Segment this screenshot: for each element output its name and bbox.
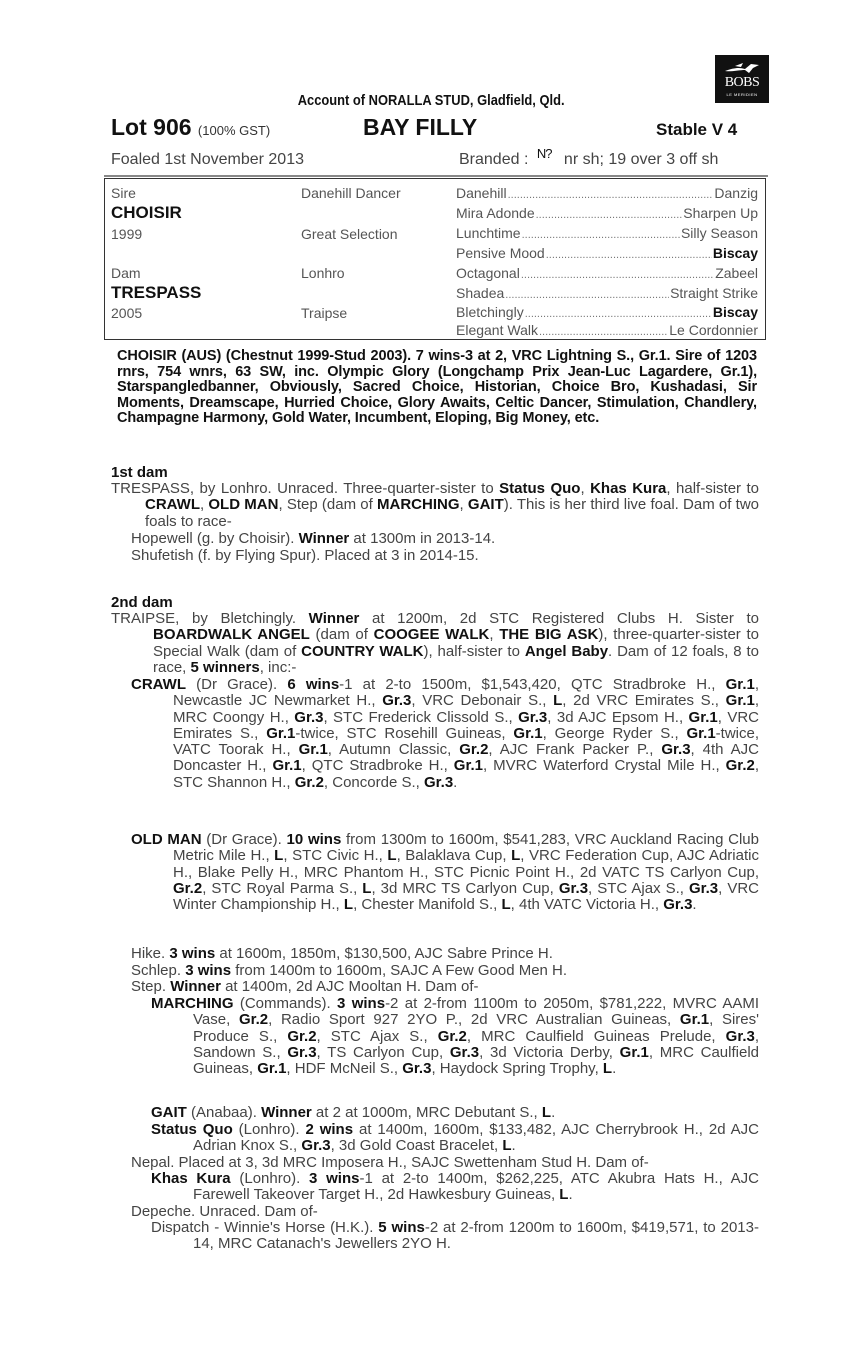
sire-label: Sire [111,185,136,201]
gen3-row [456,322,758,338]
gen3-row [456,265,758,281]
text: -1 at 2-to 1400m, $262,225, ATC Akubra Hats H., AJC Farewell Takeover Target H., 2d Hawkesbury Guineas, [193,1170,760,1204]
bold-text: Status Quo [499,480,581,497]
text: , 2d VRC Emirates S., [562,692,726,710]
text: , STC Royal Parma S., [202,879,363,897]
ancestor: Octagonal [456,265,520,281]
text: , Sandown S., [193,1027,760,1061]
bold-text: Gr.1 [513,724,543,742]
ancestor: Pensive Mood [456,245,545,261]
leader-dots [525,304,712,320]
bold-text: 5 winners [190,658,260,676]
bold-text: Gr.3 [518,708,548,726]
progeny-depeche [131,1204,318,1220]
bold-text: L [502,1137,512,1155]
text: , Chester Manifold S., [353,896,502,914]
gen3-row [456,185,758,201]
bold-text: Gr.3 [402,1060,432,1078]
first-dam-text [111,481,759,530]
grand-progeny-marching [151,996,759,1077]
bold-text: OLD MAN [208,496,279,514]
text: , Newcastle JC Newmarket H., [173,676,759,710]
bold-text: Gr.1 [257,1060,287,1078]
text: , VRC Debonair S., [411,692,554,710]
leader-dots [522,225,680,241]
bold-text: Gr.3 [688,879,719,897]
ancestor-sire: Silly Season [680,225,758,241]
bold-text: Gr.1 [725,692,755,710]
bold-text: Gr.3 [294,708,324,726]
bold-text: Gr.3 [382,692,412,710]
leader-dots [508,185,714,201]
text: TRAIPSE, by Bletchingly. [111,610,309,627]
text: Hopewell (g. by Choisir). [131,530,299,547]
bold-text: 3 wins [185,962,232,979]
bold-text: 6 wins [287,676,340,693]
text: , [200,496,209,514]
bold-text: Winner [298,530,350,547]
leader-dots [546,245,712,261]
ancestor: Bletchingly [456,304,524,320]
bold-text: GAIT [467,496,504,514]
bold-text: L [511,847,521,865]
bold-text: Gr.1 [298,741,328,759]
text: at 1400m, 2d AJC Mooltan H. Dam of- [220,978,479,995]
text: from 1400m to 1600m, SAJC A Few Good Men H. [231,962,568,979]
text: (Dr Grace). [201,831,287,848]
bold-text: Gr.1 [272,757,302,775]
header-divider [104,175,768,177]
text: , MRC Caulfield Guineas Prelude, [466,1027,726,1045]
text: Dispatch - Winnie's Horse (H.K.). [151,1219,379,1236]
text: Shufetish (f. by Flying Spur). Placed at 3 in 2014-15. [131,547,479,564]
text: , Concorde S., [323,773,424,791]
text: , TS Carlyon Cup, [316,1043,450,1061]
text: , 3d Gold Coast Bracelet, [330,1137,503,1155]
bold-text: Angel Baby [524,642,609,660]
text: . [511,1137,516,1155]
bold-text: Status Quo [151,1121,233,1138]
gen3-row [456,245,758,261]
text: ). This is her third live foal. Dam of two foals to race- [145,496,759,530]
ancestor: Elegant Walk [456,322,538,338]
bold-text: COUNTRY WALK [301,642,424,660]
text: at 1300m in 2013-14. [349,530,496,547]
text: . Dam of 12 foals, 8 to race, [153,642,760,676]
text: , Autumn Classic, [327,741,460,759]
bold-text: L [387,847,397,865]
sire-summary: CHOISIR (AUS) (Chestnut 1999-Stud 2003). 7 wins-3 at 2, VRC Lightning S., Gr.1. Sire of 1203 rnrs, 754 wnrs, 63 SW, inc. Olympic Glory (Longchamp Prix Jean-Luc Lagardere, Gr.1), Starspangledbanner, Obviously, Sacred Choice, Historian, Choice Bro, Kushadasi, Sir Moments, Dreamscape, Hurried Choice, Glory Awaits, Celtic Dancer, Stimulation, Chandlery, Champagne Harmony, Gold Water, Incumbent, Eloping, Big Money, etc. [117,348,757,426]
gen3-row [456,225,758,241]
text: , Radio Sport 927 2YO P., 2d VRC Australian Guineas, [268,1011,680,1029]
bold-text: Gr.2 [725,757,755,775]
text: (Commands). [233,995,338,1012]
bold-text: THE BIG ASK [499,626,599,644]
bold-text: L [274,847,284,865]
bold-text: Gr.2 [287,1027,317,1045]
bold-text: Gr.3 [663,896,693,914]
leader-dots [521,265,714,281]
bold-text: 10 wins [286,831,342,848]
dam-sire: Lonhro [301,265,345,281]
dam-year: 2005 [111,305,143,321]
bold-text: Gr.3 [423,773,454,791]
text: Schlep. [131,962,186,979]
bird-emblem-icon [723,61,761,75]
ancestor: Shadea [456,285,505,301]
grand-progeny-dispatch [151,1220,759,1253]
ancestor: Mira Adonde [456,205,535,221]
text: -2 at 2-from 1100m to 2050m, $781,222, MVRC AAMI Vase, [193,995,759,1029]
bold-text: GAIT [151,1104,187,1121]
bold-text: Gr.1 [688,708,718,726]
bold-text: L [501,896,511,914]
lot-number [111,114,270,141]
bold-text: Gr.3 [725,1027,755,1045]
text: , 3d AJC Epsom H., [547,708,689,726]
sire-dam: Great Selection [301,226,398,242]
ancestor: Lunchtime [456,225,521,241]
second-dam-heading: 2nd dam [111,594,173,611]
progeny-old-man [131,832,759,913]
bold-text: CRAWL [131,676,186,693]
logo-subtitle: LE MERIDIEN [726,92,758,97]
bold-text: Winner [261,1104,312,1121]
text: , [459,496,468,514]
bold-text: L [559,1186,569,1204]
ancestor-sire: Zabeel [715,265,758,281]
text: , STC Ajax S., [316,1027,438,1045]
progeny-crawl [131,677,759,791]
text: , VRC Winter Championship H., [173,879,759,914]
gst-note: (100% GST) [197,123,271,138]
second-dam-text [111,611,759,676]
pedigree-table [104,178,766,340]
text: , [580,480,591,497]
text: at 1400m, 1600m, $133,482, AJC Cherrybrook H., 2d AJC Adrian Knox S., [193,1121,759,1155]
leader-dots [536,205,683,221]
ancestor-sire: Straight Strike [670,285,758,301]
bold-text: Khas Kura [590,480,667,497]
text: (dam of [309,626,374,644]
bold-text: Gr.2 [173,879,203,897]
bold-text: 3 wins [169,945,216,962]
text: , 4th AJC Doncaster H., [173,741,759,775]
leader-dots [505,285,669,301]
bold-text: Gr.3 [301,1137,331,1155]
text: (Anabaa). [186,1104,262,1121]
sire-sire: Danehill Dancer [301,185,401,201]
text: Hike. [131,945,170,962]
text: from 1300m to 1600m, $541,283, VRC Auckland Racing Club Metric Mile H., [173,831,759,865]
text: . [568,1186,573,1204]
branded-label: Branded : [459,151,529,168]
bold-text: Gr.2 [238,1011,269,1029]
ancestor-sire: Le Cordonnier [669,322,758,338]
text: . [453,773,458,791]
ancestor-sire: Biscay [712,245,758,261]
text: (Lonhro). [232,1121,306,1138]
bold-text: Gr.1 [725,676,755,693]
bold-text: Gr.1 [266,724,296,742]
first-dam-heading: 1st dam [111,464,168,481]
text: , 3d Victoria Derby, [479,1043,620,1061]
bold-text: BOARDWALK ANGEL [153,626,310,644]
text: -1 at 2-to 1500m, $1,543,420, QTC Stradbroke H., [339,676,726,693]
lot-label: Lot 906 [111,114,192,140]
text: ), half-sister to [423,642,525,660]
grand-progeny-status-quo [151,1122,759,1155]
text: , half-sister to [666,480,759,497]
bold-text: L [541,1104,552,1121]
text: , QTC Stradbroke H., [301,757,454,775]
bold-text: CRAWL [145,496,200,514]
gen3-row [456,285,758,301]
bold-text: Gr.2 [437,1027,467,1045]
horse-description: BAY FILLY [363,114,478,140]
bold-text: MARCHING [377,496,460,514]
foal-hopewell [131,531,495,547]
text: (Dr Grace). [186,676,288,693]
bold-text: MARCHING [151,995,234,1012]
text: . [551,1104,556,1121]
text: at 1600m, 1850m, $130,500, AJC Sabre Prince H. [215,945,553,962]
leader-dots [539,322,668,338]
brand-mark-icon: N? [536,146,552,161]
bold-text: L [362,879,372,897]
bold-text: Gr.1 [453,757,483,775]
brand-info [459,146,719,169]
text: , MVRC Waterford Crystal Mile H., [482,757,726,775]
text: , VRC Federation Cup, AJC Adriatic H., Blake Pelly H., MRC Phantom H., STC Picnic Point H., 2d VATC TS Carlyon Cup, [173,847,759,881]
bold-text: 5 wins [378,1219,425,1236]
text: , STC Shannon H., [173,757,759,791]
text: , HDF McNeil S., [286,1060,403,1078]
bold-text: Gr.1 [679,1011,710,1029]
text: at 2 at 1000m, MRC Debutant S., [311,1104,542,1121]
bold-text: COOGEE WALK [373,626,490,644]
foaling-date: Foaled 1st November 2013 [111,151,304,168]
gen3-row [456,304,758,320]
text: . [612,1060,617,1078]
ancestor-sire: Danzig [714,185,758,201]
text: TRESPASS, by Lonhro. Unraced. Three-quarter-sister to [111,480,500,497]
bold-text: L [602,1060,613,1078]
text: Nepal. Placed at 3, 3d MRC Imposera H., SAJC Swettenham Stud H. Dam of- [131,1154,649,1171]
bold-text: OLD MAN [131,831,202,848]
bold-text: Khas Kura [151,1170,231,1187]
text: , MRC Caulfield Guineas, [193,1043,759,1078]
progeny-hike [131,946,553,962]
text: , STC Frederick Clissold S., [323,708,519,726]
bold-text: 2 wins [305,1121,354,1138]
progeny-schlep [131,963,567,979]
text: , [489,626,500,644]
text: , George Ryder S., [542,724,687,742]
text: , Sires' Produce S., [193,1011,760,1045]
text: at 1200m, 2d STC Registered Clubs H. Sister to [359,610,759,627]
grand-progeny-khas-kura [151,1171,759,1204]
bold-text: Gr.1 [686,724,716,742]
text: , 4th VATC Victoria H., [510,896,664,914]
sire-year: 1999 [111,226,143,242]
bold-text: Gr.3 [661,741,691,759]
text: Step. [131,978,171,995]
text: (Lonhro). [230,1170,310,1187]
sire-name: CHOISIR [111,203,182,222]
ancestor-sire: Sharpen Up [683,205,758,221]
text: . [692,896,697,914]
text: , Step (dam of [278,496,378,514]
ancestor-sire: Biscay [712,304,758,320]
text: ), three-quarter-sister to Special Walk (dam of [153,626,759,660]
bold-text: Gr.3 [558,879,589,897]
dam-name: TRESPASS [111,283,202,302]
bold-text: Gr.2 [294,773,324,791]
text: , MRC Coongy H., [173,692,760,726]
text: , AJC Frank Packer P., [488,741,662,759]
text: , inc:- [259,658,297,676]
dam-label: Dam [111,265,141,281]
branded-text: nr sh; 19 over 3 off sh [563,151,719,168]
text: , STC Ajax S., [588,879,689,897]
ancestor: Danehill [456,185,507,201]
logo-name: BOBS [724,75,760,90]
bold-text: Winner [308,610,360,627]
text: , VRC Emirates S., [173,708,759,742]
progeny-nepal [131,1155,649,1171]
bold-text: Gr.3 [287,1043,317,1061]
gen3-row [456,205,758,221]
bold-text: Winner [170,978,221,995]
text: , Haydock Spring Trophy, [431,1060,603,1078]
bold-text: L [553,692,563,710]
vendor-account: Account of NORALLA STUD, Gladfield, Qld. [297,92,565,109]
text: , 3d MRC TS Carlyon Cup, [371,879,559,897]
bold-text: Gr.1 [619,1043,649,1061]
bold-text: Gr.3 [449,1043,480,1061]
bold-text: 3 wins [337,995,386,1012]
dam-dam: Traipse [301,305,348,321]
progeny-step [131,979,479,995]
text: , Balaklava Cup, [396,847,512,865]
stable-location: Stable V 4 [656,120,738,139]
text: , STC Civic H., [283,847,388,865]
foal-shufetish [131,548,479,564]
text: -2 at 2-from 1200m to 1600m, $419,571, to 2013-14, MRC Catanach's Jewellers 2YO H. [193,1219,759,1253]
grand-progeny-gait [151,1105,555,1121]
text: -twice, STC Rosehill Guineas, [295,724,514,742]
bold-text: L [343,896,354,914]
bold-text: 3 wins [309,1170,360,1187]
bold-text: Gr.2 [459,741,489,759]
text: -twice, VATC Toorak H., [173,724,759,759]
text: Depeche. Unraced. Dam of- [131,1203,318,1220]
